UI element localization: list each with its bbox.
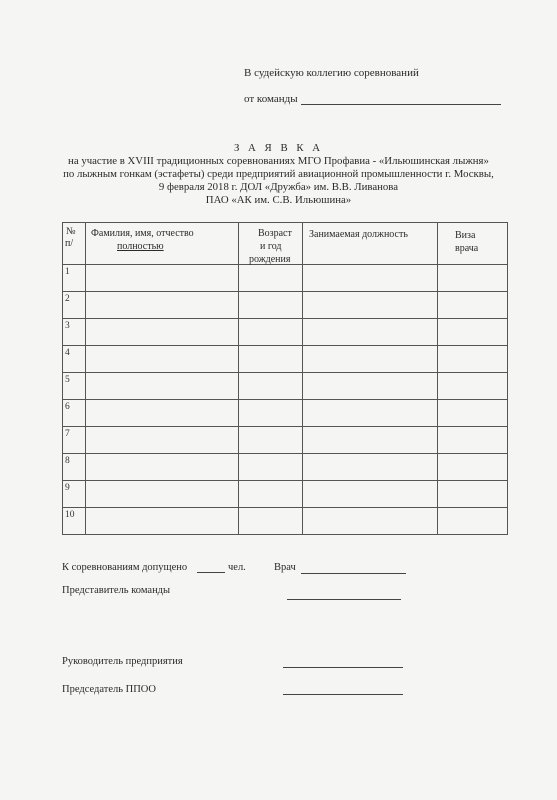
header-visa-line2: врача bbox=[455, 243, 479, 254]
header-age-line3: рождения bbox=[249, 254, 291, 265]
table-row-divider bbox=[62, 426, 508, 427]
row-number: 2 bbox=[65, 294, 70, 304]
header-age-line1: Возраст bbox=[258, 228, 292, 239]
title-line-2: по лыжным гонкам (эстафеты) среди предприятий авиационной промышленности г. Москвы, bbox=[63, 168, 494, 180]
title-line-1: на участие в XVIII традиционных соревнованиях МГО Профавиа - «Ильюшинская лыжня» bbox=[68, 155, 489, 167]
header-age-line2: и год bbox=[260, 241, 282, 252]
admitted-count-field[interactable] bbox=[197, 572, 225, 573]
row-number: 1 bbox=[65, 267, 70, 277]
table-row-divider bbox=[62, 453, 508, 454]
table-row-divider bbox=[62, 399, 508, 400]
row-number: 10 bbox=[65, 510, 75, 520]
table-border-right bbox=[507, 222, 508, 535]
director-signature-field[interactable] bbox=[283, 667, 403, 668]
table-row-divider bbox=[62, 291, 508, 292]
title-line-4: ПАО «АК им. С.В. Ильюшина» bbox=[205, 194, 352, 206]
chairman-signature-field[interactable] bbox=[283, 694, 403, 695]
title-line-3: 9 февраля 2018 г. ДОЛ «Дружба» им. В.В. Ливанова bbox=[158, 181, 399, 193]
table-row-divider bbox=[62, 372, 508, 373]
director-label: Руководитель предприятия bbox=[62, 656, 183, 667]
row-number: 6 bbox=[65, 402, 70, 412]
row-number: 8 bbox=[65, 456, 70, 466]
team-name-field[interactable] bbox=[301, 104, 501, 105]
team-rep-label: Представитель команды bbox=[62, 585, 171, 596]
header-position: Занимаемая должность bbox=[309, 229, 408, 240]
doctor-label: Врач bbox=[274, 562, 296, 573]
row-number: 3 bbox=[65, 321, 70, 331]
table-row-divider bbox=[62, 480, 508, 481]
row-number: 4 bbox=[65, 348, 70, 358]
header-name-line1: Фамилия, имя, отчество bbox=[91, 228, 194, 239]
addressee-text: В судейскую коллегию соревнований bbox=[244, 67, 419, 79]
header-visa-line1: Виза bbox=[455, 230, 476, 241]
table-row-divider bbox=[62, 507, 508, 508]
table-row-divider bbox=[62, 318, 508, 319]
table-row-divider bbox=[62, 345, 508, 346]
admitted-label: К соревнованиям допущено bbox=[62, 562, 188, 573]
table-col-divider bbox=[85, 222, 86, 535]
chairman-label: Председатель ППОО bbox=[62, 684, 156, 695]
header-num-line1: № bbox=[66, 226, 76, 237]
from-team-label: от команды bbox=[244, 93, 298, 105]
admitted-suffix: чел. bbox=[228, 562, 246, 573]
document-title: З А Я В К А bbox=[233, 142, 324, 154]
doctor-signature-field[interactable] bbox=[301, 573, 406, 574]
row-number: 9 bbox=[65, 483, 70, 493]
table-border-left bbox=[62, 222, 63, 535]
row-number: 5 bbox=[65, 375, 70, 385]
table-border-bottom bbox=[62, 534, 508, 535]
team-rep-signature-field[interactable] bbox=[287, 599, 401, 600]
table-col-divider bbox=[238, 222, 239, 535]
table-col-divider bbox=[302, 222, 303, 535]
header-num-line2: п/ bbox=[65, 238, 74, 249]
header-name-line2: полностью bbox=[117, 241, 164, 252]
row-number: 7 bbox=[65, 429, 70, 439]
table-border-top bbox=[62, 222, 508, 223]
table-col-divider bbox=[437, 222, 438, 535]
